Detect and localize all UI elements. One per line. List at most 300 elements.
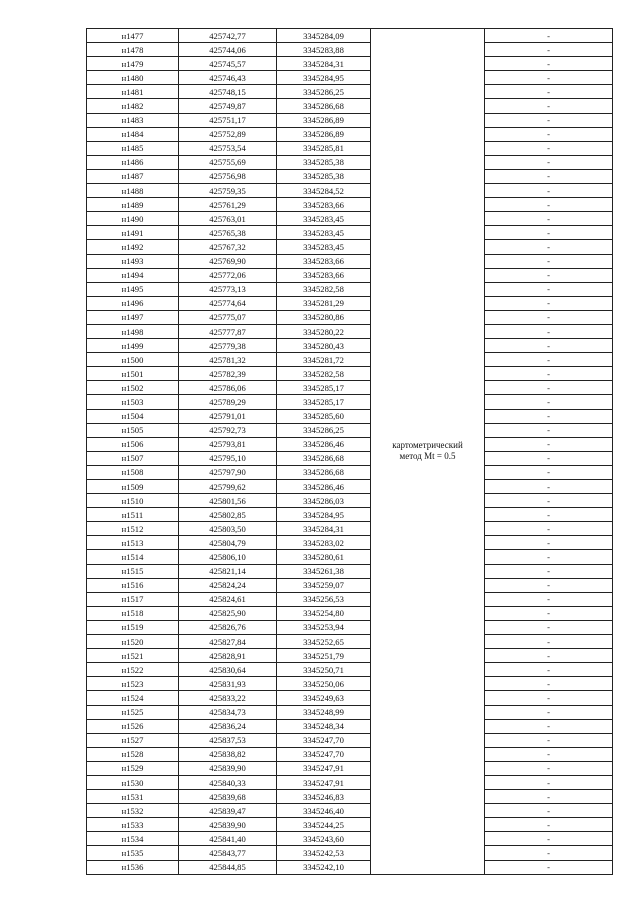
x-coordinate-cell: 425839,47 — [179, 804, 277, 818]
point-id-cell: н1509 — [87, 480, 179, 494]
point-id-cell: н1516 — [87, 578, 179, 592]
point-id-cell: н1525 — [87, 705, 179, 719]
dash-cell: - — [485, 804, 613, 818]
table-row — [87, 804, 613, 818]
dash-cell: - — [485, 282, 613, 296]
x-coordinate-cell: 425744,06 — [179, 43, 277, 57]
point-id-cell: н1485 — [87, 141, 179, 155]
dash-cell: - — [485, 43, 613, 57]
y-coordinate-cell: 3345283,66 — [277, 254, 371, 268]
y-coordinate-cell: 3345283,66 — [277, 198, 371, 212]
table-row — [87, 635, 613, 649]
point-id-cell: н1484 — [87, 127, 179, 141]
table-row — [87, 494, 613, 508]
point-id-cell: н1501 — [87, 367, 179, 381]
x-coordinate-cell: 425755,69 — [179, 155, 277, 169]
x-coordinate-cell: 425827,84 — [179, 635, 277, 649]
x-coordinate-cell: 425765,38 — [179, 226, 277, 240]
x-coordinate-cell: 425763,01 — [179, 212, 277, 226]
table-row — [87, 57, 613, 71]
y-coordinate-cell: 3345286,03 — [277, 494, 371, 508]
x-coordinate-cell: 425767,32 — [179, 240, 277, 254]
y-coordinate-cell: 3345284,95 — [277, 71, 371, 85]
table-row — [87, 113, 613, 127]
dash-cell: - — [485, 85, 613, 99]
table-row — [87, 296, 613, 310]
dash-cell: - — [485, 226, 613, 240]
x-coordinate-cell: 425751,17 — [179, 113, 277, 127]
table-row — [87, 451, 613, 465]
coordinates-table — [86, 28, 613, 875]
x-coordinate-cell: 425791,01 — [179, 409, 277, 423]
table-row — [87, 85, 613, 99]
x-coordinate-cell: 425826,76 — [179, 620, 277, 634]
y-coordinate-cell: 3345249,63 — [277, 691, 371, 705]
x-coordinate-cell: 425745,57 — [179, 57, 277, 71]
y-coordinate-cell: 3345256,53 — [277, 592, 371, 606]
y-coordinate-cell: 3345254,80 — [277, 606, 371, 620]
point-id-cell: н1492 — [87, 240, 179, 254]
x-coordinate-cell: 425828,91 — [179, 649, 277, 663]
x-coordinate-cell: 425782,39 — [179, 367, 277, 381]
dash-cell: - — [485, 747, 613, 761]
y-coordinate-cell: 3345283,45 — [277, 240, 371, 254]
y-coordinate-cell: 3345242,10 — [277, 860, 371, 874]
table-row — [87, 310, 613, 324]
point-id-cell: н1500 — [87, 353, 179, 367]
x-coordinate-cell: 425824,61 — [179, 592, 277, 606]
x-coordinate-cell: 425753,54 — [179, 141, 277, 155]
dash-cell: - — [485, 592, 613, 606]
table-row — [87, 395, 613, 409]
x-coordinate-cell: 425792,73 — [179, 423, 277, 437]
y-coordinate-cell: 3345286,25 — [277, 85, 371, 99]
table-row — [87, 324, 613, 338]
point-id-cell: н1479 — [87, 57, 179, 71]
y-coordinate-cell: 3345283,88 — [277, 43, 371, 57]
point-id-cell: н1530 — [87, 775, 179, 789]
x-coordinate-cell: 425759,35 — [179, 184, 277, 198]
dash-cell: - — [485, 818, 613, 832]
table-row — [87, 606, 613, 620]
point-id-cell: н1507 — [87, 451, 179, 465]
x-coordinate-cell: 425803,50 — [179, 522, 277, 536]
y-coordinate-cell: 3345280,43 — [277, 339, 371, 353]
x-coordinate-cell: 425831,93 — [179, 677, 277, 691]
y-coordinate-cell: 3345247,91 — [277, 761, 371, 775]
point-id-cell: н1491 — [87, 226, 179, 240]
y-coordinate-cell: 3345259,07 — [277, 578, 371, 592]
y-coordinate-cell: 3345246,40 — [277, 804, 371, 818]
dash-cell: - — [485, 395, 613, 409]
y-coordinate-cell: 3345248,34 — [277, 719, 371, 733]
point-id-cell: н1477 — [87, 29, 179, 43]
point-id-cell: н1482 — [87, 99, 179, 113]
point-id-cell: н1503 — [87, 395, 179, 409]
table-row — [87, 564, 613, 578]
point-id-cell: н1481 — [87, 85, 179, 99]
y-coordinate-cell: 3345286,89 — [277, 127, 371, 141]
dash-cell: - — [485, 790, 613, 804]
point-id-cell: н1505 — [87, 423, 179, 437]
coordinates-table-body — [87, 29, 613, 875]
dash-cell: - — [485, 339, 613, 353]
y-coordinate-cell: 3345250,71 — [277, 663, 371, 677]
point-id-cell: н1483 — [87, 113, 179, 127]
point-id-cell: н1502 — [87, 381, 179, 395]
x-coordinate-cell: 425801,56 — [179, 494, 277, 508]
dash-cell: - — [485, 480, 613, 494]
point-id-cell: н1519 — [87, 620, 179, 634]
table-row — [87, 790, 613, 804]
dash-cell: - — [485, 324, 613, 338]
dash-cell: - — [485, 254, 613, 268]
dash-cell: - — [485, 620, 613, 634]
point-id-cell: н1526 — [87, 719, 179, 733]
point-id-cell: н1533 — [87, 818, 179, 832]
x-coordinate-cell: 425777,87 — [179, 324, 277, 338]
table-row — [87, 423, 613, 437]
dash-cell: - — [485, 310, 613, 324]
y-coordinate-cell: 3345285,38 — [277, 155, 371, 169]
x-coordinate-cell: 425774,64 — [179, 296, 277, 310]
y-coordinate-cell: 3345283,45 — [277, 212, 371, 226]
dash-cell: - — [485, 775, 613, 789]
table-row — [87, 353, 613, 367]
dash-cell: - — [485, 437, 613, 451]
x-coordinate-cell: 425802,85 — [179, 508, 277, 522]
point-id-cell: н1529 — [87, 761, 179, 775]
dash-cell: - — [485, 522, 613, 536]
y-coordinate-cell: 3345284,95 — [277, 508, 371, 522]
x-coordinate-cell: 425752,89 — [179, 127, 277, 141]
dash-cell: - — [485, 423, 613, 437]
dash-cell: - — [485, 409, 613, 423]
table-row — [87, 226, 613, 240]
table-row — [87, 705, 613, 719]
dash-cell: - — [485, 381, 613, 395]
y-coordinate-cell: 3345286,25 — [277, 423, 371, 437]
y-coordinate-cell: 3345286,68 — [277, 451, 371, 465]
dash-cell: - — [485, 536, 613, 550]
y-coordinate-cell: 3345285,38 — [277, 169, 371, 183]
x-coordinate-cell: 425761,29 — [179, 198, 277, 212]
table-row — [87, 522, 613, 536]
point-id-cell: н1486 — [87, 155, 179, 169]
table-row — [87, 29, 613, 43]
x-coordinate-cell: 425838,82 — [179, 747, 277, 761]
x-coordinate-cell: 425756,98 — [179, 169, 277, 183]
point-id-cell: н1524 — [87, 691, 179, 705]
y-coordinate-cell: 3345244,25 — [277, 818, 371, 832]
x-coordinate-cell: 425775,07 — [179, 310, 277, 324]
table-row — [87, 592, 613, 606]
table-row — [87, 747, 613, 761]
table-row — [87, 268, 613, 282]
table-row — [87, 620, 613, 634]
y-coordinate-cell: 3345247,70 — [277, 747, 371, 761]
x-coordinate-cell: 425773,13 — [179, 282, 277, 296]
x-coordinate-cell: 425742,77 — [179, 29, 277, 43]
point-id-cell: н1496 — [87, 296, 179, 310]
point-id-cell: н1535 — [87, 846, 179, 860]
x-coordinate-cell: 425825,90 — [179, 606, 277, 620]
x-coordinate-cell: 425779,38 — [179, 339, 277, 353]
x-coordinate-cell: 425749,87 — [179, 99, 277, 113]
table-row — [87, 43, 613, 57]
dash-cell: - — [485, 127, 613, 141]
table-row — [87, 254, 613, 268]
dash-cell: - — [485, 733, 613, 747]
point-id-cell: н1504 — [87, 409, 179, 423]
dash-cell: - — [485, 550, 613, 564]
dash-cell: - — [485, 367, 613, 381]
point-id-cell: н1489 — [87, 198, 179, 212]
table-row — [87, 578, 613, 592]
dash-cell: - — [485, 635, 613, 649]
x-coordinate-cell: 425844,85 — [179, 860, 277, 874]
dash-cell: - — [485, 663, 613, 677]
table-row — [87, 663, 613, 677]
table-row — [87, 127, 613, 141]
x-coordinate-cell: 425833,22 — [179, 691, 277, 705]
table-row — [87, 761, 613, 775]
y-coordinate-cell: 3345284,09 — [277, 29, 371, 43]
y-coordinate-cell: 3345250,06 — [277, 677, 371, 691]
dash-cell: - — [485, 494, 613, 508]
point-id-cell: н1493 — [87, 254, 179, 268]
y-coordinate-cell: 3345285,17 — [277, 395, 371, 409]
dash-cell: - — [485, 353, 613, 367]
method-cell — [371, 29, 485, 875]
table-row — [87, 846, 613, 860]
y-coordinate-cell: 3345280,61 — [277, 550, 371, 564]
y-coordinate-cell: 3345283,66 — [277, 268, 371, 282]
table-row — [87, 282, 613, 296]
dash-cell: - — [485, 240, 613, 254]
x-coordinate-cell: 425834,73 — [179, 705, 277, 719]
x-coordinate-cell: 425746,43 — [179, 71, 277, 85]
x-coordinate-cell: 425789,29 — [179, 395, 277, 409]
y-coordinate-cell: 3345281,29 — [277, 296, 371, 310]
table-row — [87, 99, 613, 113]
dash-cell: - — [485, 141, 613, 155]
y-coordinate-cell: 3345280,86 — [277, 310, 371, 324]
table-row — [87, 240, 613, 254]
x-coordinate-cell: 425786,06 — [179, 381, 277, 395]
y-coordinate-cell: 3345282,58 — [277, 282, 371, 296]
point-id-cell: н1510 — [87, 494, 179, 508]
x-coordinate-cell: 425824,24 — [179, 578, 277, 592]
x-coordinate-cell: 425840,33 — [179, 775, 277, 789]
table-row — [87, 367, 613, 381]
dash-cell: - — [485, 761, 613, 775]
y-coordinate-cell: 3345247,91 — [277, 775, 371, 789]
table-row — [87, 677, 613, 691]
dash-cell: - — [485, 465, 613, 479]
x-coordinate-cell: 425839,90 — [179, 761, 277, 775]
y-coordinate-cell: 3345285,17 — [277, 381, 371, 395]
x-coordinate-cell: 425769,90 — [179, 254, 277, 268]
y-coordinate-cell: 3345280,22 — [277, 324, 371, 338]
point-id-cell: н1515 — [87, 564, 179, 578]
point-id-cell: н1487 — [87, 169, 179, 183]
y-coordinate-cell: 3345281,72 — [277, 353, 371, 367]
y-coordinate-cell: 3345283,02 — [277, 536, 371, 550]
dash-cell: - — [485, 578, 613, 592]
y-coordinate-cell: 3345282,58 — [277, 367, 371, 381]
x-coordinate-cell: 425839,90 — [179, 818, 277, 832]
point-id-cell: н1499 — [87, 339, 179, 353]
y-coordinate-cell: 3345283,45 — [277, 226, 371, 240]
x-coordinate-cell: 425836,24 — [179, 719, 277, 733]
point-id-cell: н1531 — [87, 790, 179, 804]
point-id-cell: н1513 — [87, 536, 179, 550]
point-id-cell: н1498 — [87, 324, 179, 338]
dash-cell: - — [485, 451, 613, 465]
y-coordinate-cell: 3345284,31 — [277, 522, 371, 536]
dash-cell: - — [485, 212, 613, 226]
dash-cell: - — [485, 57, 613, 71]
x-coordinate-cell: 425843,77 — [179, 846, 277, 860]
table-row — [87, 381, 613, 395]
y-coordinate-cell: 3345247,70 — [277, 733, 371, 747]
y-coordinate-cell: 3345261,38 — [277, 564, 371, 578]
x-coordinate-cell: 425748,15 — [179, 85, 277, 99]
x-coordinate-cell: 425804,79 — [179, 536, 277, 550]
point-id-cell: н1523 — [87, 677, 179, 691]
point-id-cell: н1520 — [87, 635, 179, 649]
y-coordinate-cell: 3345285,60 — [277, 409, 371, 423]
table-row — [87, 508, 613, 522]
table-row — [87, 536, 613, 550]
point-id-cell: н1494 — [87, 268, 179, 282]
point-id-cell: н1534 — [87, 832, 179, 846]
table-row — [87, 480, 613, 494]
table-row — [87, 141, 613, 155]
point-id-cell: н1521 — [87, 649, 179, 663]
x-coordinate-cell: 425799,62 — [179, 480, 277, 494]
point-id-cell: н1488 — [87, 184, 179, 198]
table-row — [87, 860, 613, 874]
table-row — [87, 71, 613, 85]
y-coordinate-cell: 3345286,68 — [277, 465, 371, 479]
dash-cell: - — [485, 649, 613, 663]
x-coordinate-cell: 425795,10 — [179, 451, 277, 465]
y-coordinate-cell: 3345284,31 — [277, 57, 371, 71]
table-row — [87, 339, 613, 353]
y-coordinate-cell: 3345285,81 — [277, 141, 371, 155]
y-coordinate-cell: 3345286,68 — [277, 99, 371, 113]
dash-cell: - — [485, 705, 613, 719]
x-coordinate-cell: 425772,06 — [179, 268, 277, 282]
y-coordinate-cell: 3345242,53 — [277, 846, 371, 860]
point-id-cell: н1508 — [87, 465, 179, 479]
point-id-cell: н1536 — [87, 860, 179, 874]
y-coordinate-cell: 3345243,60 — [277, 832, 371, 846]
point-id-cell: н1506 — [87, 437, 179, 451]
dash-cell: - — [485, 296, 613, 310]
y-coordinate-cell: 3345253,94 — [277, 620, 371, 634]
y-coordinate-cell: 3345286,46 — [277, 437, 371, 451]
y-coordinate-cell: 3345286,89 — [277, 113, 371, 127]
y-coordinate-cell: 3345252,65 — [277, 635, 371, 649]
method-name: картометрический — [392, 440, 463, 451]
table-row — [87, 184, 613, 198]
x-coordinate-cell: 425821,14 — [179, 564, 277, 578]
point-id-cell: н1480 — [87, 71, 179, 85]
point-id-cell: н1522 — [87, 663, 179, 677]
x-coordinate-cell: 425830,64 — [179, 663, 277, 677]
dash-cell: - — [485, 677, 613, 691]
point-id-cell: н1511 — [87, 508, 179, 522]
table-row — [87, 409, 613, 423]
dash-cell: - — [485, 564, 613, 578]
dash-cell: - — [485, 198, 613, 212]
dash-cell: - — [485, 29, 613, 43]
table-row — [87, 198, 613, 212]
dash-cell: - — [485, 155, 613, 169]
dash-cell: - — [485, 508, 613, 522]
table-row — [87, 649, 613, 663]
point-id-cell: н1497 — [87, 310, 179, 324]
dash-cell: - — [485, 99, 613, 113]
x-coordinate-cell: 425837,53 — [179, 733, 277, 747]
table-row — [87, 832, 613, 846]
x-coordinate-cell: 425841,40 — [179, 832, 277, 846]
table-row — [87, 437, 613, 451]
x-coordinate-cell: 425797,90 — [179, 465, 277, 479]
point-id-cell: н1495 — [87, 282, 179, 296]
x-coordinate-cell: 425839,68 — [179, 790, 277, 804]
point-id-cell: н1528 — [87, 747, 179, 761]
point-id-cell: н1490 — [87, 212, 179, 226]
dash-cell: - — [485, 268, 613, 282]
y-coordinate-cell: 3345248,99 — [277, 705, 371, 719]
table-row — [87, 719, 613, 733]
dash-cell: - — [485, 71, 613, 85]
method-accuracy: метод Mt = 0.5 — [399, 451, 456, 462]
y-coordinate-cell: 3345251,79 — [277, 649, 371, 663]
y-coordinate-cell: 3345286,46 — [277, 480, 371, 494]
dash-cell: - — [485, 719, 613, 733]
dash-cell: - — [485, 113, 613, 127]
dash-cell: - — [485, 832, 613, 846]
point-id-cell: н1514 — [87, 550, 179, 564]
x-coordinate-cell: 425806,10 — [179, 550, 277, 564]
table-row — [87, 733, 613, 747]
table-row — [87, 155, 613, 169]
table-row — [87, 169, 613, 183]
dash-cell: - — [485, 184, 613, 198]
table-row — [87, 465, 613, 479]
point-id-cell: н1478 — [87, 43, 179, 57]
coordinates-table-page — [86, 28, 612, 875]
dash-cell: - — [485, 691, 613, 705]
point-id-cell: н1527 — [87, 733, 179, 747]
dash-cell: - — [485, 606, 613, 620]
table-row — [87, 818, 613, 832]
y-coordinate-cell: 3345246,83 — [277, 790, 371, 804]
table-row — [87, 691, 613, 705]
table-row — [87, 212, 613, 226]
table-row — [87, 550, 613, 564]
x-coordinate-cell: 425793,81 — [179, 437, 277, 451]
dash-cell: - — [485, 846, 613, 860]
x-coordinate-cell: 425781,32 — [179, 353, 277, 367]
point-id-cell: н1512 — [87, 522, 179, 536]
dash-cell: - — [485, 860, 613, 874]
